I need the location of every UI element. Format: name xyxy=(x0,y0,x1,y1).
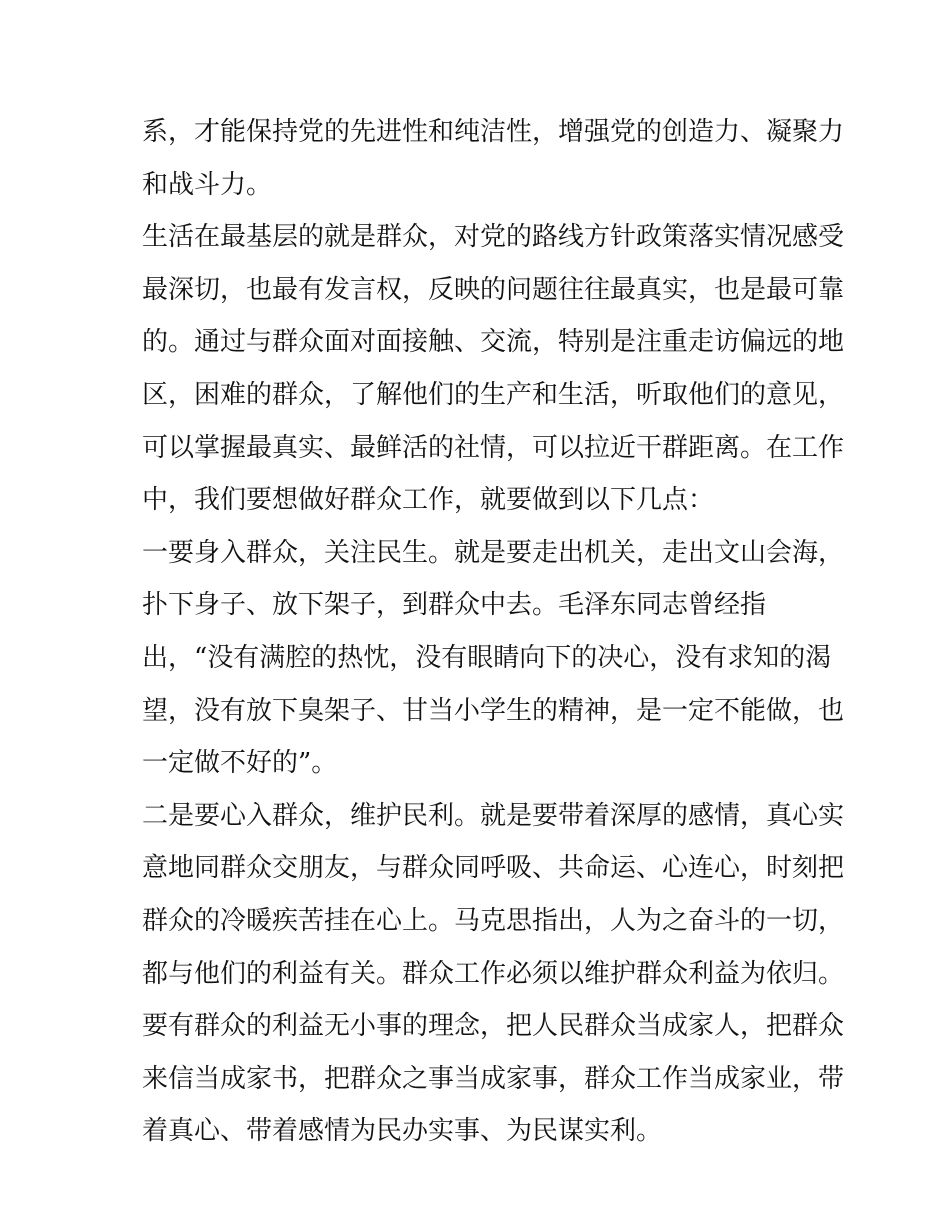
text-line: 扑下身子、放下架子，到群众中去。毛泽东同志曾经指 xyxy=(142,590,767,621)
text-line: 区，困难的群众，了解他们的生产和生活，听取他们的意见， xyxy=(142,379,845,410)
text-line: 一定做不好的”。 xyxy=(142,748,338,779)
text-line: 最深切，也最有发言权，反映的问题往往最真实，也是最可靠 xyxy=(142,274,845,305)
text-line: 和战斗力。 xyxy=(142,169,273,200)
text-line: 一要身入群众，关注民生。就是要走出机关，走出文山会海， xyxy=(142,537,845,568)
text-line: 中，我们要想做好群众工作，就要做到以下几点： xyxy=(142,485,715,516)
text-line: 生活在最基层的就是群众，对党的路线方针政策落实情况感受 xyxy=(142,222,845,253)
text-line: 系，才能保持党的先进性和纯洁性，增强党的创造力、凝聚力 xyxy=(142,117,845,147)
text-line: 的。通过与群众面对面接触、交流，特别是注重走访偏远的地 xyxy=(142,327,845,358)
text-line: 着真心、带着感情为民办实事、为民谋实利。 xyxy=(142,1116,663,1147)
text-line: 可以掌握最真实、最鲜活的社情，可以拉近干群距离。在工作 xyxy=(142,432,845,463)
text-line: 都与他们的利益有关。群众工作必须以维护群众利益为依归。 xyxy=(142,958,845,989)
body-text xyxy=(142,106,845,1158)
text-line: 来信当成家书，把群众之事当成家事，群众工作当成家业，带 xyxy=(142,1063,845,1094)
text-line: 要有群众的利益无小事的理念，把人民群众当成家人，把群众 xyxy=(142,1011,845,1042)
text-line: 出，“没有满腔的热忱，没有眼睛向下的决心，没有求知的渴 xyxy=(142,642,832,673)
text-line: 望，没有放下臭架子、甘当小学生的精神，是一定不能做，也 xyxy=(142,695,845,726)
text-line: 群众的冷暖疾苦挂在心上。马克思指出，人为之奋斗的一切， xyxy=(142,905,845,936)
text-line: 二是要心入群众，维护民利。就是要带着深厚的感情，真心实 xyxy=(142,800,845,831)
text-line: 意地同群众交朋友，与群众同呼吸、共命运、心连心，时刻把 xyxy=(142,853,845,884)
